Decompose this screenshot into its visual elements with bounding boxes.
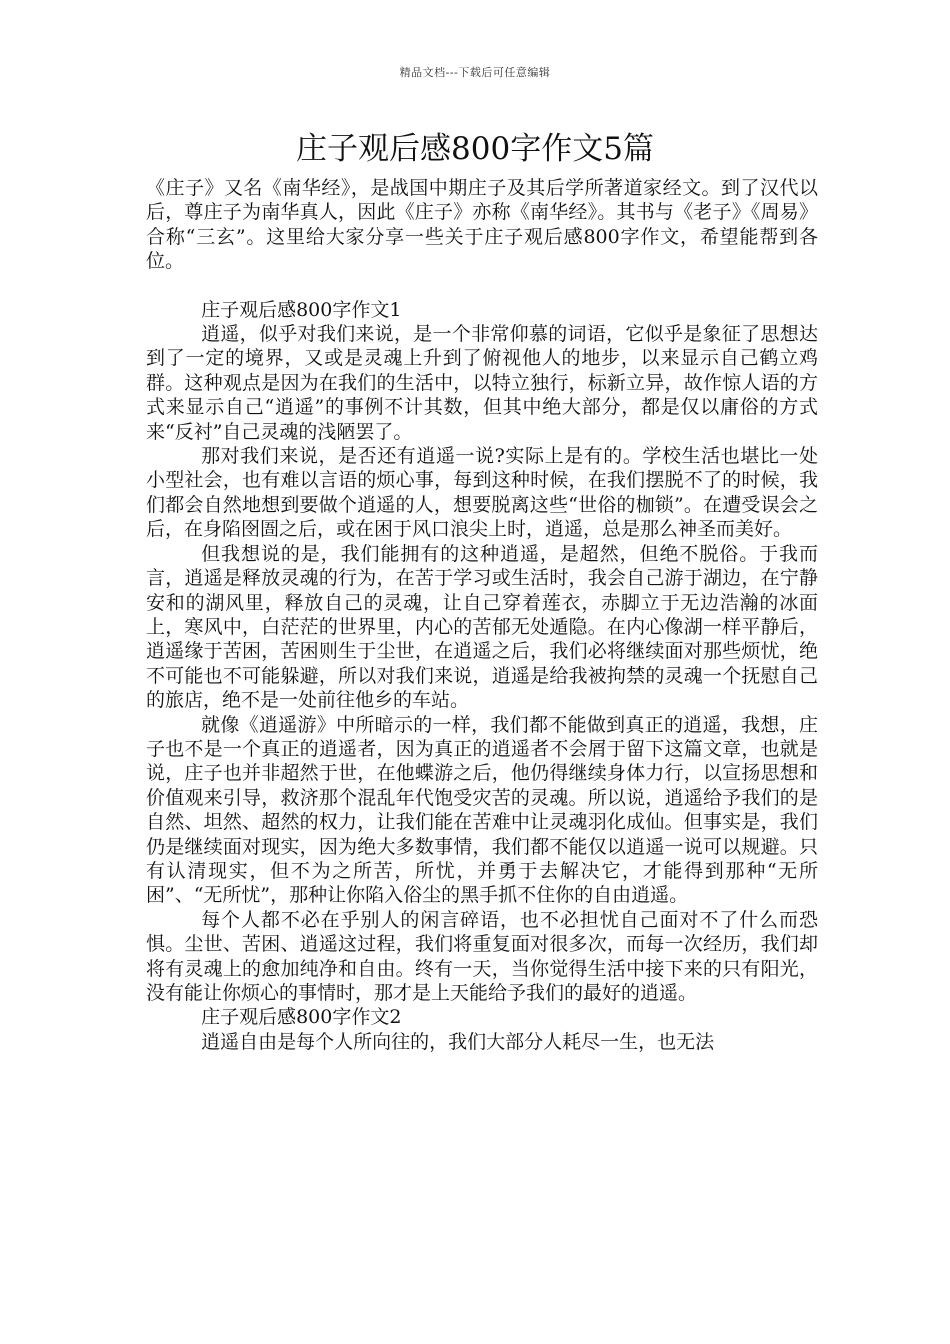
page-header: 精品文档---下载后可任意编辑 — [399, 66, 551, 79]
intro-paragraph: 《庄子》又名《南华经》，是战国中期庄子及其后学所著道家经文。到了汉代以后，尊庄子为南华真人，因此《庄子》亦称《南华经》。其书与《老子》《周易》合称“三玄”。这里给大家分享一些关于庄子观后感800字作文，希望能帮到各位。 — [146, 177, 818, 273]
section-heading-2: 庄子观后感800字作文2 — [201, 1006, 402, 1029]
document-body — [146, 176, 818, 1054]
section1-paragraph: 每个人都不必在乎别人的闲言碎语，也不必担忧自己面对不了什么而恐惧。尘世、苦困、逍遥这过程，我们将重复面对很多次，而每一次经历，我们却将有灵魂上的愈加纯净和自由。终有一天，当你觉得生活中接下来的只有阳光，没有能让你烦心的事情时，那才是上天能给予我们的最好的逍遥。 — [146, 908, 818, 1004]
document-title: 庄子观后感800字作文5篇 — [296, 131, 654, 167]
section1-paragraph: 就像《逍遥游》中所暗示的一样，我们都不能做到真正的逍遥，我想，庄子也不是一个真正的逍遥者，因为真正的逍遥者不会屑于留下这篇文章，也就是说，庄子也并非超然于世，在他蝶游之后，他仍得继续身体力行，以宣扬思想和价值观来引导，救济那个混乱年代饱受灾苦的灵魂。所以说，逍遥给予我们的是自然、坦然、超然的权力，让我们能在苦难中让灵魂羽化成仙。但事实是，我们仍是继续面对现实，因为绝大多数事情，我们都不能仅以逍遥一说可以规避。只有认清现实，但不为之所苦，所忧，并勇于去解决它，才能得到那种“无所困”、“无所忧”，那种让你陷入俗尘的黑手抓不住你的自由逍遥。 — [146, 713, 818, 907]
section1-paragraph: 那对我们来说，是否还有逍遥一说?实际上是有的。学校生活也堪比一处小型社会，也有难以言语的烦心事，每到这种时候，在我们摆脱不了的时候，我们都会自然地想到要做个逍遥的人，想要脱离这些“世俗的枷锁”。在遭受误会之后，在身陷囹圄之后，或在困于风口浪尖上时，逍遥，总是那么神圣而美好。 — [146, 445, 818, 541]
section1-paragraph: 逍遥，似乎对我们来说，是一个非常仰慕的词语，它似乎是象征了思想达到了一定的境界，又或是灵魂上升到了俯视他人的地步，以来显示自己鹤立鸡群。这种观点是因为在我们的生活中，以特立独行，标新立异，故作惊人语的方式来显示自己“逍遥”的事例不计其数，但其中绝大部分，都是仅以庸俗的方式来“反衬”自己灵魂的浅陋罢了。 — [146, 323, 818, 443]
paragraph-gap — [146, 274, 818, 298]
section-heading-1: 庄子观后感800字作文1 — [201, 298, 402, 321]
section1-paragraph: 但我想说的是，我们能拥有的这种逍遥，是超然，但绝不脱俗。于我而言，逍遥是释放灵魂的行为，在苦于学习或生活时，我会自己游于湖边，在宁静安和的湖风里，释放自己的灵魂，让自己穿着莲衣，赤脚立于无边浩瀚的冰面上，寒风中，白茫茫的世界里，内心的苦郁无处遁隐。在内心像湖一样平静后，逍遥缘于苦困，苦困则生于尘世，在逍遥之后，我们必将继续面对那些烦忧，绝不可能也不可能躲避，所以对我们来说，逍遥是给我被拘禁的灵魂一个抚慰自己的旅店，绝不是一处前往他乡的车站。 — [146, 542, 818, 712]
section2-paragraph: 逍遥自由是每个人所向往的，我们大部分人耗尽一生，也无法 — [201, 1030, 715, 1053]
